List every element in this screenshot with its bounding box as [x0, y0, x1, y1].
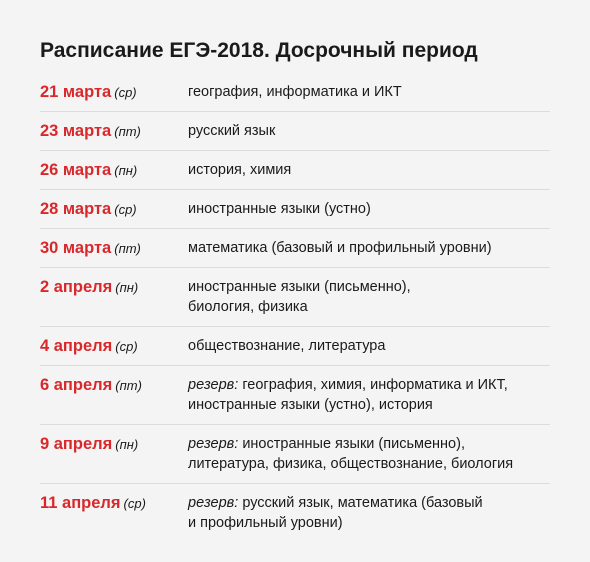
exam-date [40, 160, 188, 180]
exam-subjects [188, 434, 550, 474]
exam-date [40, 336, 188, 356]
date-label: 23 марта [40, 122, 112, 140]
exam-date [40, 121, 188, 141]
date-label: 4 апреля [40, 337, 113, 355]
weekday-label: (пт) [114, 241, 141, 256]
weekday-label: (пн) [115, 437, 139, 452]
date-label: 11 апреля [40, 494, 121, 512]
exam-subjects [188, 336, 550, 356]
exam-subjects [188, 160, 550, 180]
schedule-row [40, 190, 550, 229]
schedule-row [40, 268, 550, 327]
exam-date [40, 277, 188, 297]
schedule-row [40, 484, 550, 533]
schedule-row [40, 151, 550, 190]
weekday-label: (ср) [115, 339, 138, 354]
subjects-line: география, информатика и ИКТ [188, 84, 402, 100]
subjects-line: иностранные языки (устно) [188, 201, 371, 217]
reserve-label: резерв: [188, 436, 239, 452]
weekday-label: (пт) [114, 124, 141, 139]
date-label: 2 апреля [40, 278, 113, 296]
subjects-line: иностранные языки (письменно), [188, 279, 411, 295]
exam-date [40, 493, 188, 513]
date-label: 9 апреля [40, 435, 113, 453]
exam-subjects [188, 493, 550, 533]
subjects-line: математика (базовый и профильный уровни) [188, 240, 492, 256]
subjects-line: биология, физика [188, 299, 308, 315]
exam-date [40, 434, 188, 454]
date-label: 28 марта [40, 200, 112, 218]
exam-date [40, 375, 188, 395]
weekday-label: (пт) [115, 378, 142, 393]
subjects-line: история, химия [188, 162, 292, 178]
date-label: 26 марта [40, 161, 112, 179]
exam-subjects [188, 82, 550, 102]
subjects-line: русский язык [188, 123, 276, 139]
schedule-row [40, 366, 550, 425]
schedule-row [40, 82, 550, 112]
exam-date [40, 199, 188, 219]
schedule-row [40, 327, 550, 366]
subjects-line: обществознание, литература [188, 338, 386, 354]
date-label: 6 апреля [40, 376, 113, 394]
subjects-line: иностранные языки (письменно), [242, 436, 465, 452]
weekday-label: (ср) [114, 85, 137, 100]
exam-subjects [188, 199, 550, 219]
exam-date [40, 238, 188, 258]
exam-date [40, 82, 188, 102]
reserve-label: резерв: [188, 377, 239, 393]
schedule-table [40, 82, 550, 533]
subjects-line: иностранные языки (устно), история [188, 397, 433, 413]
exam-subjects [188, 375, 550, 415]
date-label: 30 марта [40, 239, 112, 257]
schedule-row [40, 425, 550, 484]
schedule-row [40, 229, 550, 268]
subjects-line: литература, физика, обществознание, биология [188, 456, 514, 472]
weekday-label: (ср) [114, 202, 137, 217]
reserve-label: резерв: [188, 495, 239, 511]
exam-subjects [188, 121, 550, 141]
subjects-line: география, химия, информатика и ИКТ, [242, 377, 508, 393]
page-title: Расписание ЕГЭ-2018. Досрочный период [40, 39, 478, 62]
date-label: 21 марта [40, 83, 112, 101]
schedule-row [40, 112, 550, 151]
exam-subjects [188, 277, 550, 317]
subjects-line: и профильный уровни) [188, 515, 343, 531]
weekday-label: (ср) [123, 496, 146, 511]
subjects-line: русский язык, математика (базовый [242, 495, 483, 511]
weekday-label: (пн) [114, 163, 138, 178]
exam-subjects [188, 238, 550, 258]
weekday-label: (пн) [115, 280, 139, 295]
